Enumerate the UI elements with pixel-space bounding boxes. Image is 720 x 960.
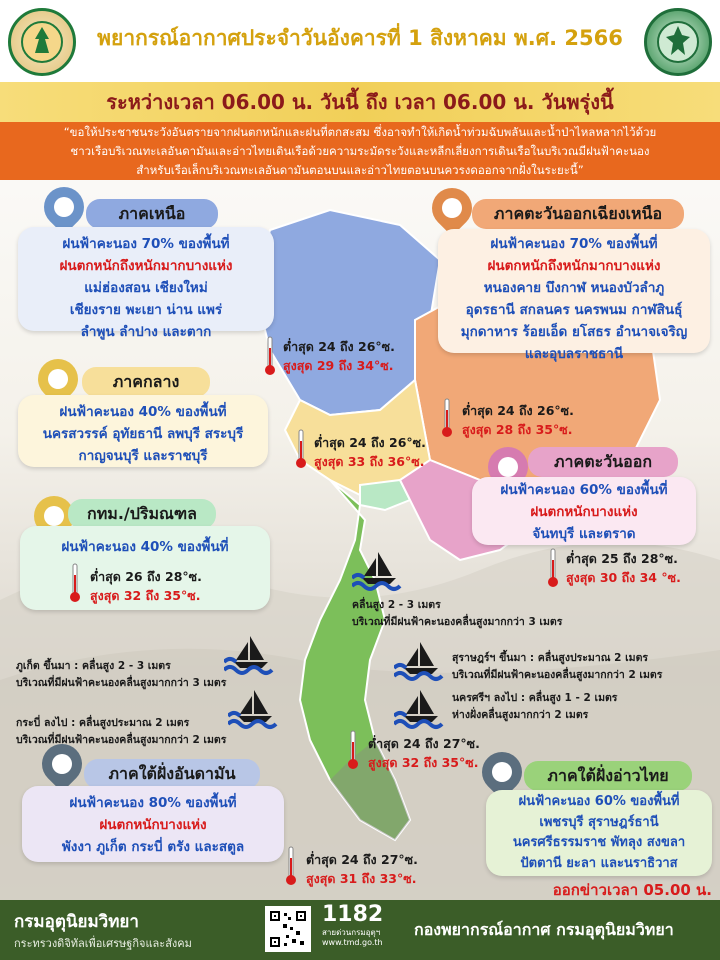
- warning-line: “ขอให้ประชาชนระวังอันตรายจากฝนตกหนักและฝนที่ตกสะสม ซึ่งอาจทำให้เกิดน้ำท่วมฉับพลันและน้ำป่าไหลหลากไว้ด้วย: [63, 125, 657, 139]
- sailboat-icon: [224, 632, 274, 676]
- temp-min: ต่ำสุด 25 ถึง 28°ซ.: [566, 551, 678, 566]
- tmd-logo-left: [8, 8, 76, 76]
- temp-min: ต่ำสุด 24 ถึง 26°ซ.: [462, 403, 574, 418]
- temperature-range-bangkok: [90, 567, 202, 605]
- wave-forecast-gulf-lower: [452, 690, 617, 724]
- region-label-south-east: ภาคใต้ฝั่งอ่าวไทย: [524, 761, 692, 791]
- area-list: อุดรธานี สกลนคร นครพนม กาฬสินธุ์: [465, 302, 683, 318]
- area-list: แม่ฮ่องสอน เชียงใหม่: [84, 280, 208, 296]
- warning-banner: [0, 122, 720, 180]
- wave-line: นครศรีฯ ลงไป : คลื่นสูง 1 - 2 เมตร: [452, 692, 618, 704]
- region-card-northeast: [438, 229, 710, 362]
- issue-time: ออกข่าวเวลา 05.00 น.: [552, 881, 712, 899]
- sailboat-icon: [394, 686, 444, 730]
- area-list: เชียงราย พะเยา น่าน แพร่: [69, 302, 223, 318]
- wave-forecast-andaman-upper: [16, 658, 226, 692]
- region-label-south-west: ภาคใต้ฝั่งอันดามัน: [84, 759, 260, 789]
- temp-min: ต่ำสุด 24 ถึง 26°ซ.: [283, 339, 395, 354]
- wave-line: บริเวณที่มีฝนฟ้าคะนองคลื่นสูงมากกว่า 3 เมตร: [352, 616, 563, 628]
- wave-line: กระบี่ ลงไป : คลื่นสูงประมาณ 2 เมตร: [16, 717, 190, 729]
- sailboat-icon: [228, 686, 278, 730]
- region-label-bangkok: กทม./ปริมณฑล: [68, 499, 216, 529]
- region-label-central: ภาคกลาง: [82, 367, 210, 397]
- temp-min: ต่ำสุด 26 ถึง 28°ซ.: [90, 569, 202, 584]
- temperature-range-north: [283, 337, 395, 375]
- area-list: นครศรีธรรมราช พัทลุง สงขลา: [512, 835, 686, 850]
- area-list: มุกดาหาร ร้อยเอ็ด ยโสธร อำนาจเจริญ: [460, 324, 688, 340]
- region-card-north: [18, 227, 274, 340]
- region-card-south-east: [486, 790, 712, 876]
- temperature-range-south-east: [368, 734, 480, 772]
- warning-line: สำหรับเรือเล็กบริเวณทะเลอันดามันตอนบนและอ่าวไทยตอนบนควรงดออกจากฝั่งในระยะนี้”: [136, 163, 584, 177]
- area-list: ลำพูน ลำปาง และตาก: [80, 324, 212, 340]
- wave-forecast-andaman-lower: [16, 715, 226, 749]
- wave-line: คลื่นสูง 2 - 3 เมตร: [352, 599, 441, 611]
- region-label-east: ภาคตะวันออก: [528, 447, 678, 477]
- rain-chance: ฝนฟ้าคะนอง 80% ของพื้นที่: [69, 795, 237, 811]
- hotline-caption: [322, 928, 383, 948]
- region-card-east: [472, 477, 696, 545]
- rain-chance: ฝนฟ้าคะนอง 60% ของพื้นที่: [500, 482, 668, 498]
- temp-max: สูงสุด 29 ถึง 34°ซ.: [283, 358, 394, 373]
- website-link[interactable]: www.tmd.go.th: [322, 938, 383, 947]
- wave-line: สุราษฎร์ฯ ขึ้นมา : คลื่นสูงประมาณ 2 เมตร: [452, 652, 649, 664]
- region-label-north: ภาคเหนือ: [86, 199, 218, 229]
- page-title: พยากรณ์อากาศประจำวันอังคารที่ 1 สิงหาคม พ.ศ. 2566: [97, 26, 623, 50]
- footer-department: กองพยากรณ์อากาศ กรมอุตุนิยมวิทยา: [414, 920, 674, 939]
- area-list: หนองคาย บึงกาฬ หนองบัวลำภู: [483, 280, 665, 296]
- rain-chance: ฝนฟ้าคะนอง 70% ของพื้นที่: [62, 236, 230, 252]
- wave-forecast-gulf-middle: [452, 650, 662, 684]
- area-list: กาญจนบุรี และราชบุรี: [78, 448, 208, 464]
- thermometer-icon: [296, 429, 306, 469]
- sailboat-icon: [394, 638, 444, 682]
- deity-emblem-icon: [655, 19, 701, 65]
- thermometer-icon: [548, 548, 558, 588]
- wave-line: บริเวณที่มีฝนฟ้าคะนองคลื่นสูงมากกว่า 3 เมตร: [16, 677, 227, 689]
- area-list: พังงา ภูเก็ต กระบี่ ตรัง และสตูล: [61, 839, 245, 855]
- wave-forecast-gulf-upper: [352, 597, 562, 631]
- temperature-range-south-west: [306, 850, 418, 888]
- wave-line: บริเวณที่มีฝนฟ้าคะนองคลื่นสูงมากกว่า 2 เมตร: [452, 669, 663, 681]
- heavy-rain-note: ฝนตกหนักบางแห่ง: [530, 504, 638, 520]
- warning-line: ชาวเรือบริเวณทะเลอันดามันและอ่าวไทยเดินเรือด้วยความระมัดระวังและหลีกเลี่ยงการเดินเรือในบริเวณมีฝนฟ้าคะนอง: [70, 144, 650, 158]
- temp-max: สูงสุด 31 ถึง 33°ซ.: [306, 871, 417, 886]
- footer-org: กรมอุตุนิยมวิทยา: [14, 912, 139, 932]
- wave-line: บริเวณที่มีฝนฟ้าคะนองคลื่นสูงมากกว่า 2 เมตร: [16, 734, 227, 746]
- temp-min: ต่ำสุด 24 ถึง 27°ซ.: [306, 852, 418, 867]
- temp-max: สูงสุด 28 ถึง 35°ซ.: [462, 422, 573, 437]
- meteorological-department-logo: [644, 8, 712, 76]
- heavy-rain-note: ฝนตกหนักถึงหนักมากบางแห่ง: [487, 258, 661, 274]
- region-card-south-west: [22, 786, 284, 862]
- forecast-period: ระหว่างเวลา 06.00 น. วันนี้ ถึง เวลา 06.00 น. วันพรุ่งนี้: [0, 82, 720, 122]
- footer-ministry: กระทรวงดิจิทัลเพื่อเศรษฐกิจและสังคม: [14, 937, 192, 950]
- temp-max: สูงสุด 33 ถึง 36°ซ.: [314, 454, 425, 469]
- temp-max: สูงสุด 32 ถึง 35°ซ.: [368, 755, 479, 770]
- qr-code[interactable]: [265, 906, 311, 952]
- thermometer-icon: [265, 336, 275, 376]
- thermometer-icon: [70, 563, 80, 603]
- temperature-range-east: [566, 549, 681, 587]
- rain-chance: ฝนฟ้าคะนอง 40% ของพื้นที่: [59, 404, 227, 420]
- wave-line: ภูเก็ต ขึ้นมา : คลื่นสูง 2 - 3 เมตร: [16, 660, 171, 672]
- wave-line: ห่างฝั่งคลื่นสูงมากกว่า 2 เมตร: [452, 709, 589, 721]
- footer: [0, 900, 720, 960]
- area-list: เพชรบุรี สุราษฎร์ธานี: [539, 814, 659, 830]
- hotline-label: สายด่วนกรมอุตุฯ: [322, 928, 381, 937]
- temp-max: สูงสุด 30 ถึง 34 °ซ.: [566, 570, 681, 585]
- area-list: และอุบลราชธานี: [524, 346, 624, 362]
- temp-min: ต่ำสุด 24 ถึง 27°ซ.: [368, 736, 480, 751]
- area-list: ปัตตานี ยะลา และนราธิวาส: [520, 855, 678, 871]
- temperature-range-central: [314, 433, 426, 471]
- thermometer-icon: [286, 846, 296, 886]
- thermometer-icon: [442, 398, 452, 438]
- area-list: นครสวรรค์ อุทัยธานี ลพบุรี สระบุรี: [42, 426, 244, 442]
- rain-chance: ฝนฟ้าคะนอง 70% ของพื้นที่: [490, 236, 658, 252]
- heavy-rain-note: ฝนตกหนักถึงหนักมากบางแห่ง: [59, 258, 233, 274]
- region-label-northeast: ภาคตะวันออกเฉียงเหนือ: [472, 199, 684, 229]
- area-list: จันทบุรี และตราด: [532, 526, 636, 542]
- temp-max: สูงสุด 32 ถึง 35°ซ.: [90, 588, 201, 603]
- temperature-range-northeast: [462, 401, 574, 439]
- heavy-rain-note: ฝนตกหนักบางแห่ง: [99, 817, 207, 833]
- rain-chance: ฝนฟ้าคะนอง 60% ของพื้นที่: [518, 794, 680, 809]
- sailboat-icon: [352, 548, 402, 592]
- temp-min: ต่ำสุด 24 ถึง 26°ซ.: [314, 435, 426, 450]
- rain-chance: ฝนฟ้าคะนอง 40% ของพื้นที่: [61, 539, 229, 555]
- garuda-emblem-icon: [19, 19, 65, 65]
- hotline-number: 1182: [322, 902, 384, 927]
- region-card-central: [18, 395, 268, 467]
- thermometer-icon: [348, 730, 358, 770]
